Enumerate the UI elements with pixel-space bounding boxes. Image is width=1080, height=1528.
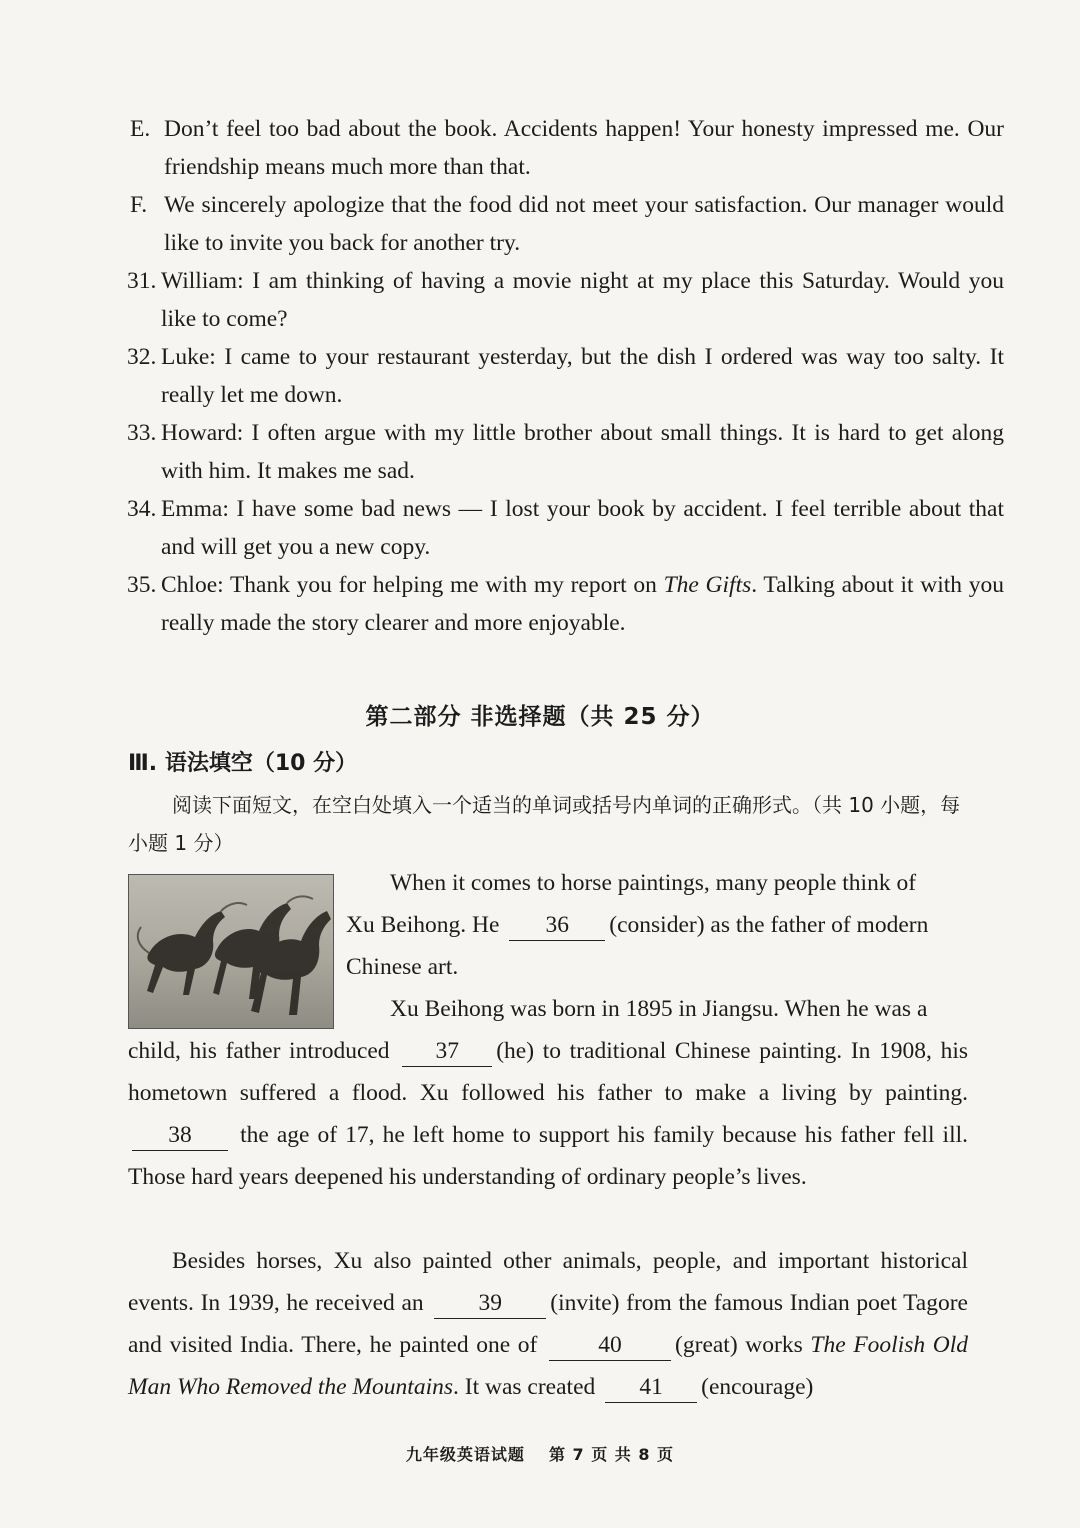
option-text: We sincerely apologize that the food did not meet your satisfaction. Our manager would like to invite you back for another try. — [164, 192, 1004, 256]
passage-text: (great) works — [675, 1332, 803, 1358]
book-title: The Gifts — [663, 572, 752, 598]
question-number: 31. — [127, 268, 157, 294]
question-34 — [127, 490, 1004, 566]
painting-title: The Foolish Old Man Who Removed the Mountains — [128, 1332, 969, 1400]
question-text: William: I am thinking of having a movie night at my place this Saturday. Would you like to come? — [161, 268, 1004, 332]
passage-text: Besides horses, Xu also painted other animals, people, and important historical events. In 1939, he received an — [128, 1248, 968, 1316]
blank-37[interactable]: 37 — [402, 1036, 492, 1067]
question-text-before: Chloe: Thank you for helping me with my report on — [161, 572, 664, 598]
option-text: Don’t feel too bad about the book. Accidents happen! Your honesty impressed me. Our friendship means much more than that. — [164, 116, 1004, 180]
passage-text: (invite) from the famous Indian poet Tagore and visited India. There, he painted one of — [128, 1290, 968, 1358]
option-e — [130, 110, 1004, 186]
question-31 — [127, 262, 1004, 338]
option-letter: F. — [130, 192, 148, 218]
page-number: 第 7 页 共 8 页 — [548, 1445, 675, 1464]
passage-text: (encourage) — [701, 1374, 814, 1400]
question-35 — [127, 566, 1004, 642]
question-number: 32. — [127, 344, 157, 370]
blank-40[interactable]: 40 — [549, 1330, 671, 1361]
passage-text: . It was created — [453, 1374, 596, 1400]
passage-text: Xu Beihong was born in 1895 in Jiangsu. When he was a — [390, 996, 928, 1022]
passage-line-3 — [128, 946, 968, 988]
part-title: 第二部分 非选择题（共 25 分） — [365, 704, 715, 730]
question-number: 34. — [127, 496, 157, 522]
passage-line-1 — [128, 862, 968, 904]
blank-39[interactable]: 39 — [434, 1288, 546, 1319]
question-33 — [127, 414, 1004, 490]
question-text: Emma: I have some bad news — I lost your book by accident. I feel terrible about that and will get you a new copy. — [161, 496, 1004, 560]
question-number: 35. — [127, 572, 157, 598]
blank-36[interactable]: 36 — [509, 910, 605, 941]
passage-text: Xu Beihong. He — [346, 912, 500, 938]
passage-text: (consider) as the father of modern — [609, 912, 929, 938]
passage-text: child, his father introduced — [128, 1038, 390, 1064]
passage-paragraph-3 — [128, 1240, 968, 1408]
question-text: Howard: I often argue with my little brother about small things. It is hard to get along with him. It makes me sad. — [161, 420, 1004, 484]
passage-text: (he) to traditional Chinese painting. In 1908, his hometown suffered a flood. Xu followed his father to make a living by painting. — [128, 1038, 969, 1106]
passage-text: When it comes to horse paintings, many people think of — [390, 870, 917, 896]
passage-line-2 — [128, 904, 968, 946]
question-number: 33. — [127, 420, 157, 446]
page-footer — [0, 1442, 1080, 1465]
question-32 — [127, 338, 1004, 414]
option-f — [130, 186, 1004, 262]
question-text-after: . Talking about it with you really made the story clearer and more enjoyable. — [161, 572, 1004, 636]
blank-41[interactable]: 41 — [605, 1372, 697, 1403]
exam-name: 九年级英语试题 — [405, 1445, 525, 1464]
section-heading: Ⅲ. 语法填空（10 分） — [128, 751, 358, 776]
instruction: 阅读下面短文，在空白处填入一个适当的单词或括号内单词的正确形式。（共 10 小题，每小题 1 分） — [128, 793, 961, 855]
passage-text: Chinese art. — [346, 954, 459, 980]
option-letter: E. — [130, 116, 151, 142]
blank-38[interactable]: 38 — [132, 1120, 228, 1151]
question-text: Luke: I came to your restaurant yesterday, but the dish I ordered was way too salty. It really let me down. — [161, 344, 1004, 408]
passage-paragraph-2 — [128, 1030, 968, 1198]
passage-text: the age of 17, he left home to support his family because his father fell ill. Those hard years deepened his understanding of ordinary people’s lives. — [128, 1122, 968, 1190]
passage-line-4 — [128, 988, 968, 1030]
